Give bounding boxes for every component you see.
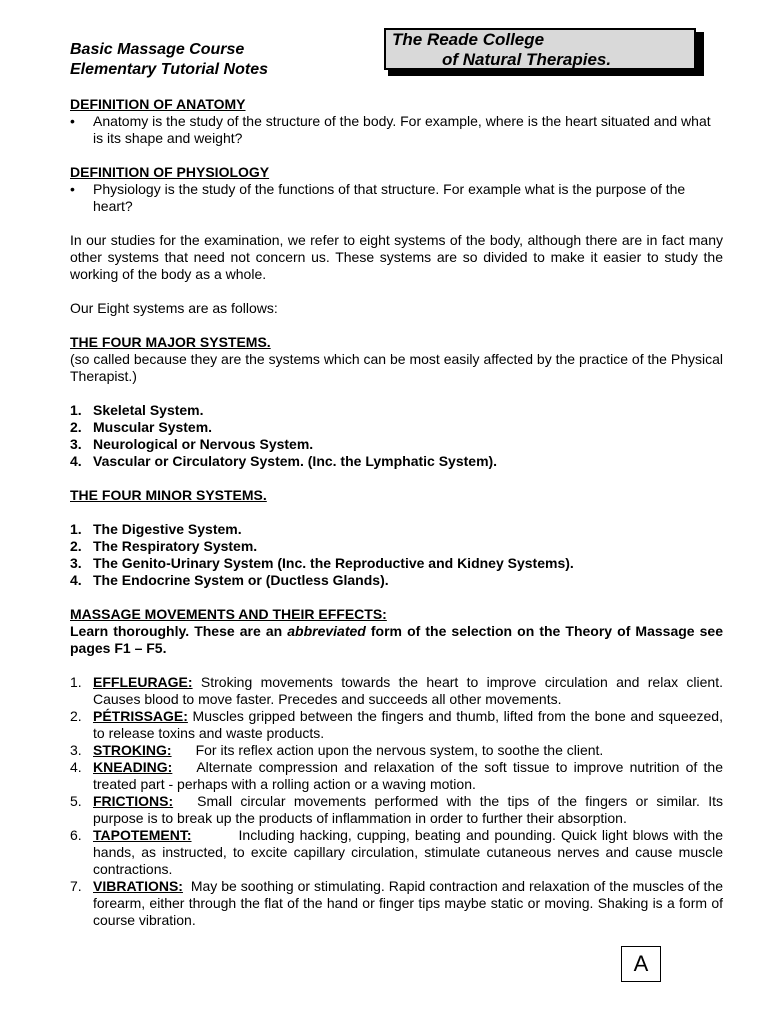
college-name-line2: of Natural Therapies. <box>442 50 612 69</box>
eight-systems-text: Our Eight systems are as follows: <box>70 300 278 316</box>
massage-movement-item: 3. STROKING: For its reflex action upon the nervous system, to soothe the client. <box>70 742 604 758</box>
bullet-icon: • <box>70 181 75 197</box>
page-label-box: A <box>621 946 661 982</box>
movement-term: FRICTIONS: <box>93 793 174 809</box>
movement-description: Stroking movements towards the heart to improve circulation and relax client. Causes blood to move faster. Precedes and succeeds all other movements. <box>93 674 724 707</box>
main-content <box>70 96 723 929</box>
physiology-bullet-text: Physiology is the study of the functions of that structure. For example what is the purpose of the heart? <box>93 181 686 214</box>
learn-thoroughly-text: Learn thoroughly. These are an abbreviated form of the selection on the Theory of Massage see pages F1 – F5. <box>70 623 724 656</box>
major-system-item: 1. Skeletal System. <box>70 402 204 418</box>
major-system-item: 3. Neurological or Nervous System. <box>70 436 314 452</box>
major-system-item: 4. Vascular or Circulatory System. (Inc. the Lymphatic System). <box>70 453 498 469</box>
movement-term: TAPOTEMENT: <box>93 827 192 843</box>
movement-description: For its reflex action upon the nervous system, to soothe the client. <box>195 742 604 758</box>
massage-movement-item: 6. TAPOTEMENT: Including hacking, cupping, beating and pounding. Quick light blows with the hands, as instructed, to excite capillary circulation, stimulate cutaneous nerves and cause muscle contractions. <box>70 827 723 877</box>
bullet-icon: • <box>70 113 75 129</box>
movement-description: May be soothing or stimulating. Rapid contraction and relaxation of the muscles of the forearm, either through the flat of the hand or finger tips maybe static or moving. Shaking is a form of course vibration. <box>93 878 724 928</box>
massage-movement-item: 1. EFFLEURAGE: Stroking movements towards the heart to improve circulation and relax client. Causes blood to move faster. Precedes and succeeds all other movements. <box>70 674 724 707</box>
minor-system-item: 1. The Digestive System. <box>70 521 242 537</box>
massage-movement-item: 2. PÉTRISSAGE: Muscles gripped between the fingers and thumb, lifted from the bone and squeezed, to release toxins and waste products. <box>70 708 723 741</box>
anatomy-bullet <box>70 113 723 147</box>
physiology-bullet <box>70 181 723 215</box>
movement-term: KNEADING: <box>93 759 173 775</box>
college-name-box <box>384 28 696 70</box>
movement-term: EFFLEURAGE: <box>93 674 193 690</box>
massage-movement-item: 4. KNEADING: Alternate compression and relaxation of the soft tissue to improve nutrition of the treated part - perhaps with a rolling action or a waving motion. <box>70 759 723 792</box>
movement-description: Muscles gripped between the fingers and thumb, lifted from the bone and squeezed, to release toxins and waste products. <box>93 708 723 741</box>
major-systems-heading: THE FOUR MAJOR SYSTEMS. <box>70 334 271 350</box>
massage-movement-item: 5. FRICTIONS: Small circular movements performed with the tips of the fingers or similar. Its purpose is to break up the products of inflammation in order to further their absorption. <box>70 793 723 826</box>
massage-heading: MASSAGE MOVEMENTS AND THEIR EFFECTS: <box>70 606 387 622</box>
minor-system-item: 3. The Genito-Urinary System (Inc. the Reproductive and Kidney Systems). <box>70 555 574 571</box>
movement-term: PÉTRISSAGE: <box>93 708 188 724</box>
minor-system-item: 2. The Respiratory System. <box>70 538 258 554</box>
movement-term: VIBRATIONS: <box>93 878 183 894</box>
physiology-heading: DEFINITION OF PHYSIOLOGY <box>70 164 270 180</box>
minor-system-item: 4. The Endocrine System or (Ductless Glands). <box>70 572 389 588</box>
massage-movement-item: 7. VIBRATIONS: May be soothing or stimulating. Rapid contraction and relaxation of the muscles of the forearm, either through the flat of the hand or finger tips maybe static or moving. Shaking is a form of course vibration. <box>70 878 724 928</box>
course-title-line1: Basic Massage Course <box>70 41 245 58</box>
minor-systems-heading: THE FOUR MINOR SYSTEMS. <box>70 487 267 503</box>
movement-description: Small circular movements performed with the tips of the fingers or similar. Its purpose is to break up the products of inflammation in order to further their absorption. <box>93 793 723 826</box>
movement-description: Alternate compression and relaxation of the soft tissue to improve nutrition of the treated part - perhaps with a rolling action or a waving motion. <box>93 759 723 792</box>
major-system-item: 2. Muscular System. <box>70 419 213 435</box>
intro-paragraph: In our studies for the examination, we refer to eight systems of the body, although there are in fact many other systems that need not concern us. These systems are so divided to make it easier to study the working of the body as a whole. <box>70 232 723 282</box>
major-systems-note: (so called because they are the systems which can be most easily affected by the practice of the Physical Therapist.) <box>70 351 723 384</box>
movement-term: STROKING: <box>93 742 172 758</box>
course-title <box>70 40 268 80</box>
anatomy-heading: DEFINITION OF ANATOMY <box>70 96 246 112</box>
movement-description: Including hacking, cupping, beating and pounding. Quick light blows with the hands, as instructed, to excite capillary circulation, stimulate cutaneous nerves and cause muscle contractions. <box>93 827 723 877</box>
college-name-line1: The Reade College <box>392 30 545 49</box>
anatomy-bullet-text: Anatomy is the study of the structure of the body. For example, where is the heart situated and what is its shape and weight? <box>93 113 711 146</box>
course-title-line2: Elementary Tutorial Notes <box>70 61 268 78</box>
